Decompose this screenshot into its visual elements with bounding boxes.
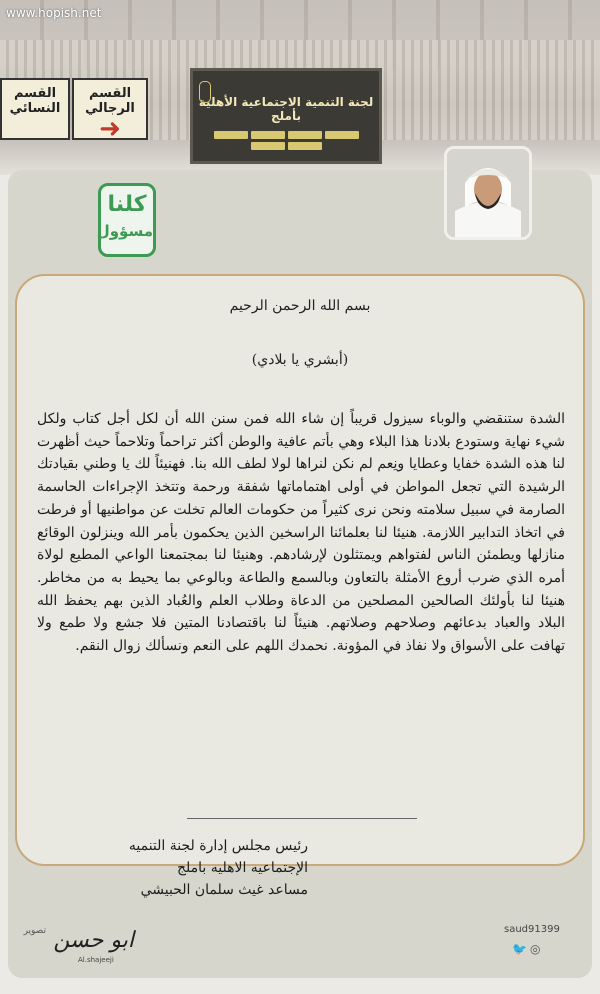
- camera-icon: ◎: [530, 942, 541, 956]
- sign-men-section: [72, 78, 148, 144]
- sign-women-label: القسم النسائي: [9, 86, 61, 116]
- sign-placards: [193, 131, 379, 150]
- sign-men-label: القسم الرجالي: [85, 86, 135, 116]
- photographer-credit: [23, 922, 134, 972]
- signature-divider: [187, 818, 417, 819]
- photographer-brand: ابو حسن: [53, 928, 134, 953]
- placard: [214, 131, 248, 139]
- watermark: www.hopish.net: [6, 6, 102, 20]
- signature-block: [129, 835, 308, 901]
- basmala: بسم الله الرحمن الرحيم: [229, 298, 371, 314]
- logo-line-1: كلنا: [107, 192, 147, 217]
- signature-line-2: الإجتماعيه الاهليه باملج: [176, 860, 308, 876]
- sign-women-section: [0, 78, 70, 140]
- signature-line-3: مساعد غيث سلمان الحبيشي: [140, 882, 308, 898]
- committee-sign-name: لجنة التنمية الاجتماعية الأهلية بأملج: [198, 95, 374, 123]
- letter-title: (أبشري يا بلادي): [251, 352, 349, 368]
- author-portrait: [444, 146, 532, 240]
- photographer-label: تصوير: [23, 926, 46, 936]
- letter-frame: [15, 274, 585, 866]
- placard: [288, 142, 322, 150]
- placard: [288, 131, 322, 139]
- placard: [325, 131, 359, 139]
- committee-signboard: [190, 68, 382, 164]
- kulluna-masool-logo: [98, 183, 156, 257]
- person-portrait-icon: [447, 149, 529, 237]
- placard: [251, 142, 285, 150]
- twitter-icon: 🐦: [512, 942, 527, 956]
- twitter-handle: saud91399: [504, 924, 560, 935]
- arrow-right-icon: ➜: [99, 114, 121, 144]
- emblem-icon: [199, 81, 211, 103]
- letter-body: الشدة ستنقضي والوباء سيزول قريباً إن شاء الله فمن سنن الله أن لكل أجل كتاب ولكل شيء نهاية وستودع بلادنا هذا البلاء وهي بأتم عافية والوطن أكثر تراحماً وتلاحماً حيث أظهرت لنا هذه الشدة خفايا وعطايا ونِعم لم نكن لنراها لولا لطف الله بنا. فهنيئاً لك يا وطني بقيادتك الرشيدة التي تجعل المواطن في أولى اهتماماتها شفقة ورحمة وتتخذ الإجراءات الحاسمة الصارمة في سبيل سلامته ونحن نرى كثيراً من حكومات العالم تخلت عن مواطنيها أو فرطت في اتخاذ التدابير اللازمة. هنيئا لنا بعلمائنا الراسخين الذين يحكمون بأمر الله وينزلون الوقائع منازلها ويطمئن الناس لفتواهم ويمتثلون لإرشادهم. وهنيئا لنا بمجتمعنا الواعي المطيع لولاة أمره الذي ضرب أروع الأمثلة بالتعاون وبالسمع والطاعة وبالوعي بما يحيط به من مخاطر. هنيئا لنا بأولئك الصالحين المصلحين من الدعاة وطلاب العلم والعُباد الذين بهم يحفظ الله البلاد والعباد بدعائهم وصلاحهم وصلاتهم. هنيئاً لنا باقتصادنا المتين فلا جشع ولا طمع ولا تهافت على الأسواق ولا نفاذ في المؤونة. نحمدك اللهم على النعم ونسألك زوال النقم.: [37, 411, 566, 655]
- placard: [251, 131, 285, 139]
- signature-line-1: رئيس مجلس إدارة لجنة التنميه: [128, 838, 308, 854]
- logo-line-2: مسؤول: [96, 222, 153, 240]
- photographer-latin: Al.shajeeji: [78, 956, 114, 964]
